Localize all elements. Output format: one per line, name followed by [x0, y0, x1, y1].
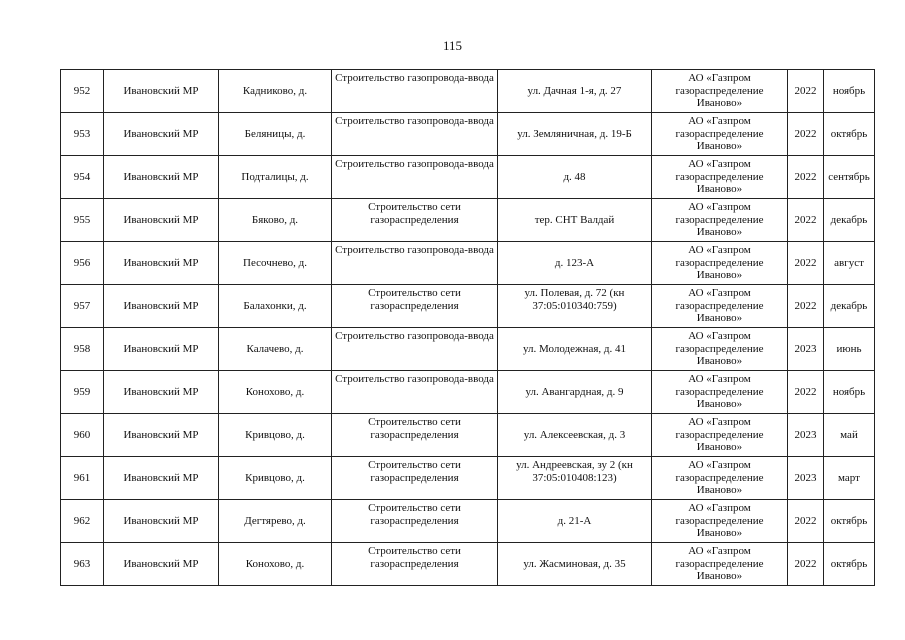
- row-number-cell: 961: [61, 457, 104, 500]
- table-row: [61, 414, 875, 457]
- locality-cell: Конохово, д.: [219, 371, 332, 414]
- address-cell: ул. Молодежная, д. 41: [498, 328, 652, 371]
- organization-cell: АО «Газпром газораспределение Иваново»: [652, 285, 788, 328]
- address-cell: д. 123-А: [498, 242, 652, 285]
- organization-cell: АО «Газпром газораспределение Иваново»: [652, 70, 788, 113]
- table-row: [61, 371, 875, 414]
- locality-cell: Балахонки, д.: [219, 285, 332, 328]
- table-body: [61, 70, 875, 586]
- work-type-cell: Строительство сети газораспределения: [332, 199, 498, 242]
- work-type-cell: Строительство сети газораспределения: [332, 414, 498, 457]
- organization-cell: АО «Газпром газораспределение Иваново»: [652, 371, 788, 414]
- organization-cell: АО «Газпром газораспределение Иваново»: [652, 328, 788, 371]
- row-number-cell: 960: [61, 414, 104, 457]
- work-type-cell: Строительство газопровода-ввода: [332, 70, 498, 113]
- locality-cell: Кадниково, д.: [219, 70, 332, 113]
- address-cell: ул. Полевая, д. 72 (кн 37:05:010340:759): [498, 285, 652, 328]
- month-cell: декабрь: [824, 199, 875, 242]
- district-cell: Ивановский МР: [104, 70, 219, 113]
- row-number-cell: 957: [61, 285, 104, 328]
- work-type-cell: Строительство сети газораспределения: [332, 285, 498, 328]
- work-type-cell: Строительство газопровода-ввода: [332, 113, 498, 156]
- district-cell: Ивановский МР: [104, 371, 219, 414]
- locality-cell: Кривцово, д.: [219, 414, 332, 457]
- year-cell: 2022: [788, 156, 824, 199]
- row-number-cell: 954: [61, 156, 104, 199]
- table-row: [61, 543, 875, 586]
- year-cell: 2023: [788, 457, 824, 500]
- table-row: [61, 199, 875, 242]
- row-number-cell: 963: [61, 543, 104, 586]
- locality-cell: Кривцово, д.: [219, 457, 332, 500]
- district-cell: Ивановский МР: [104, 328, 219, 371]
- district-cell: Ивановский МР: [104, 500, 219, 543]
- address-cell: ул. Дачная 1-я, д. 27: [498, 70, 652, 113]
- table-row: [61, 285, 875, 328]
- year-cell: 2022: [788, 543, 824, 586]
- address-cell: тер. СНТ Валдай: [498, 199, 652, 242]
- month-cell: июнь: [824, 328, 875, 371]
- work-type-cell: Строительство газопровода-ввода: [332, 156, 498, 199]
- year-cell: 2022: [788, 242, 824, 285]
- district-cell: Ивановский МР: [104, 242, 219, 285]
- table-row: [61, 113, 875, 156]
- organization-cell: АО «Газпром газораспределение Иваново»: [652, 113, 788, 156]
- locality-cell: Калачево, д.: [219, 328, 332, 371]
- address-cell: ул. Жасминовая, д. 35: [498, 543, 652, 586]
- address-cell: ул. Алексеевская, д. 3: [498, 414, 652, 457]
- row-number-cell: 959: [61, 371, 104, 414]
- organization-cell: АО «Газпром газораспределение Иваново»: [652, 543, 788, 586]
- locality-cell: Бяково, д.: [219, 199, 332, 242]
- organization-cell: АО «Газпром газораспределение Иваново»: [652, 199, 788, 242]
- month-cell: март: [824, 457, 875, 500]
- work-type-cell: Строительство сети газораспределения: [332, 457, 498, 500]
- work-type-cell: Строительство сети газораспределения: [332, 500, 498, 543]
- district-cell: Ивановский МР: [104, 156, 219, 199]
- address-cell: ул. Авангардная, д. 9: [498, 371, 652, 414]
- table-row: [61, 457, 875, 500]
- year-cell: 2023: [788, 328, 824, 371]
- address-cell: д. 48: [498, 156, 652, 199]
- district-cell: Ивановский МР: [104, 543, 219, 586]
- row-number-cell: 958: [61, 328, 104, 371]
- locality-cell: Беляницы, д.: [219, 113, 332, 156]
- table-row: [61, 156, 875, 199]
- year-cell: 2022: [788, 113, 824, 156]
- month-cell: ноябрь: [824, 371, 875, 414]
- locality-cell: Песочнево, д.: [219, 242, 332, 285]
- work-type-cell: Строительство сети газораспределения: [332, 543, 498, 586]
- table-row: [61, 328, 875, 371]
- district-cell: Ивановский МР: [104, 457, 219, 500]
- year-cell: 2022: [788, 371, 824, 414]
- work-type-cell: Строительство газопровода-ввода: [332, 328, 498, 371]
- row-number-cell: 953: [61, 113, 104, 156]
- month-cell: октябрь: [824, 113, 875, 156]
- address-cell: ул. Земляничная, д. 19-Б: [498, 113, 652, 156]
- district-cell: Ивановский МР: [104, 414, 219, 457]
- district-cell: Ивановский МР: [104, 199, 219, 242]
- year-cell: 2022: [788, 285, 824, 328]
- district-cell: Ивановский МР: [104, 113, 219, 156]
- year-cell: 2022: [788, 70, 824, 113]
- row-number-cell: 956: [61, 242, 104, 285]
- year-cell: 2023: [788, 414, 824, 457]
- organization-cell: АО «Газпром газораспределение Иваново»: [652, 500, 788, 543]
- table-row: [61, 500, 875, 543]
- row-number-cell: 962: [61, 500, 104, 543]
- organization-cell: АО «Газпром газораспределение Иваново»: [652, 414, 788, 457]
- row-number-cell: 955: [61, 199, 104, 242]
- month-cell: ноябрь: [824, 70, 875, 113]
- organization-cell: АО «Газпром газораспределение Иваново»: [652, 156, 788, 199]
- year-cell: 2022: [788, 199, 824, 242]
- locality-cell: Конохово, д.: [219, 543, 332, 586]
- page-number: 115: [442, 38, 463, 53]
- gasification-table: [60, 69, 875, 586]
- organization-cell: АО «Газпром газораспределение Иваново»: [652, 242, 788, 285]
- locality-cell: Дегтярево, д.: [219, 500, 332, 543]
- year-cell: 2022: [788, 500, 824, 543]
- month-cell: октябрь: [824, 543, 875, 586]
- month-cell: декабрь: [824, 285, 875, 328]
- district-cell: Ивановский МР: [104, 285, 219, 328]
- table-row: [61, 70, 875, 113]
- work-type-cell: Строительство газопровода-ввода: [332, 371, 498, 414]
- month-cell: август: [824, 242, 875, 285]
- table-row: [61, 242, 875, 285]
- row-number-cell: 952: [61, 70, 104, 113]
- address-cell: д. 21-А: [498, 500, 652, 543]
- address-cell: ул. Андреевская, зу 2 (кн 37:05:010408:123): [498, 457, 652, 500]
- locality-cell: Подталицы, д.: [219, 156, 332, 199]
- work-type-cell: Строительство газопровода-ввода: [332, 242, 498, 285]
- month-cell: сентябрь: [824, 156, 875, 199]
- organization-cell: АО «Газпром газораспределение Иваново»: [652, 457, 788, 500]
- month-cell: октябрь: [824, 500, 875, 543]
- month-cell: май: [824, 414, 875, 457]
